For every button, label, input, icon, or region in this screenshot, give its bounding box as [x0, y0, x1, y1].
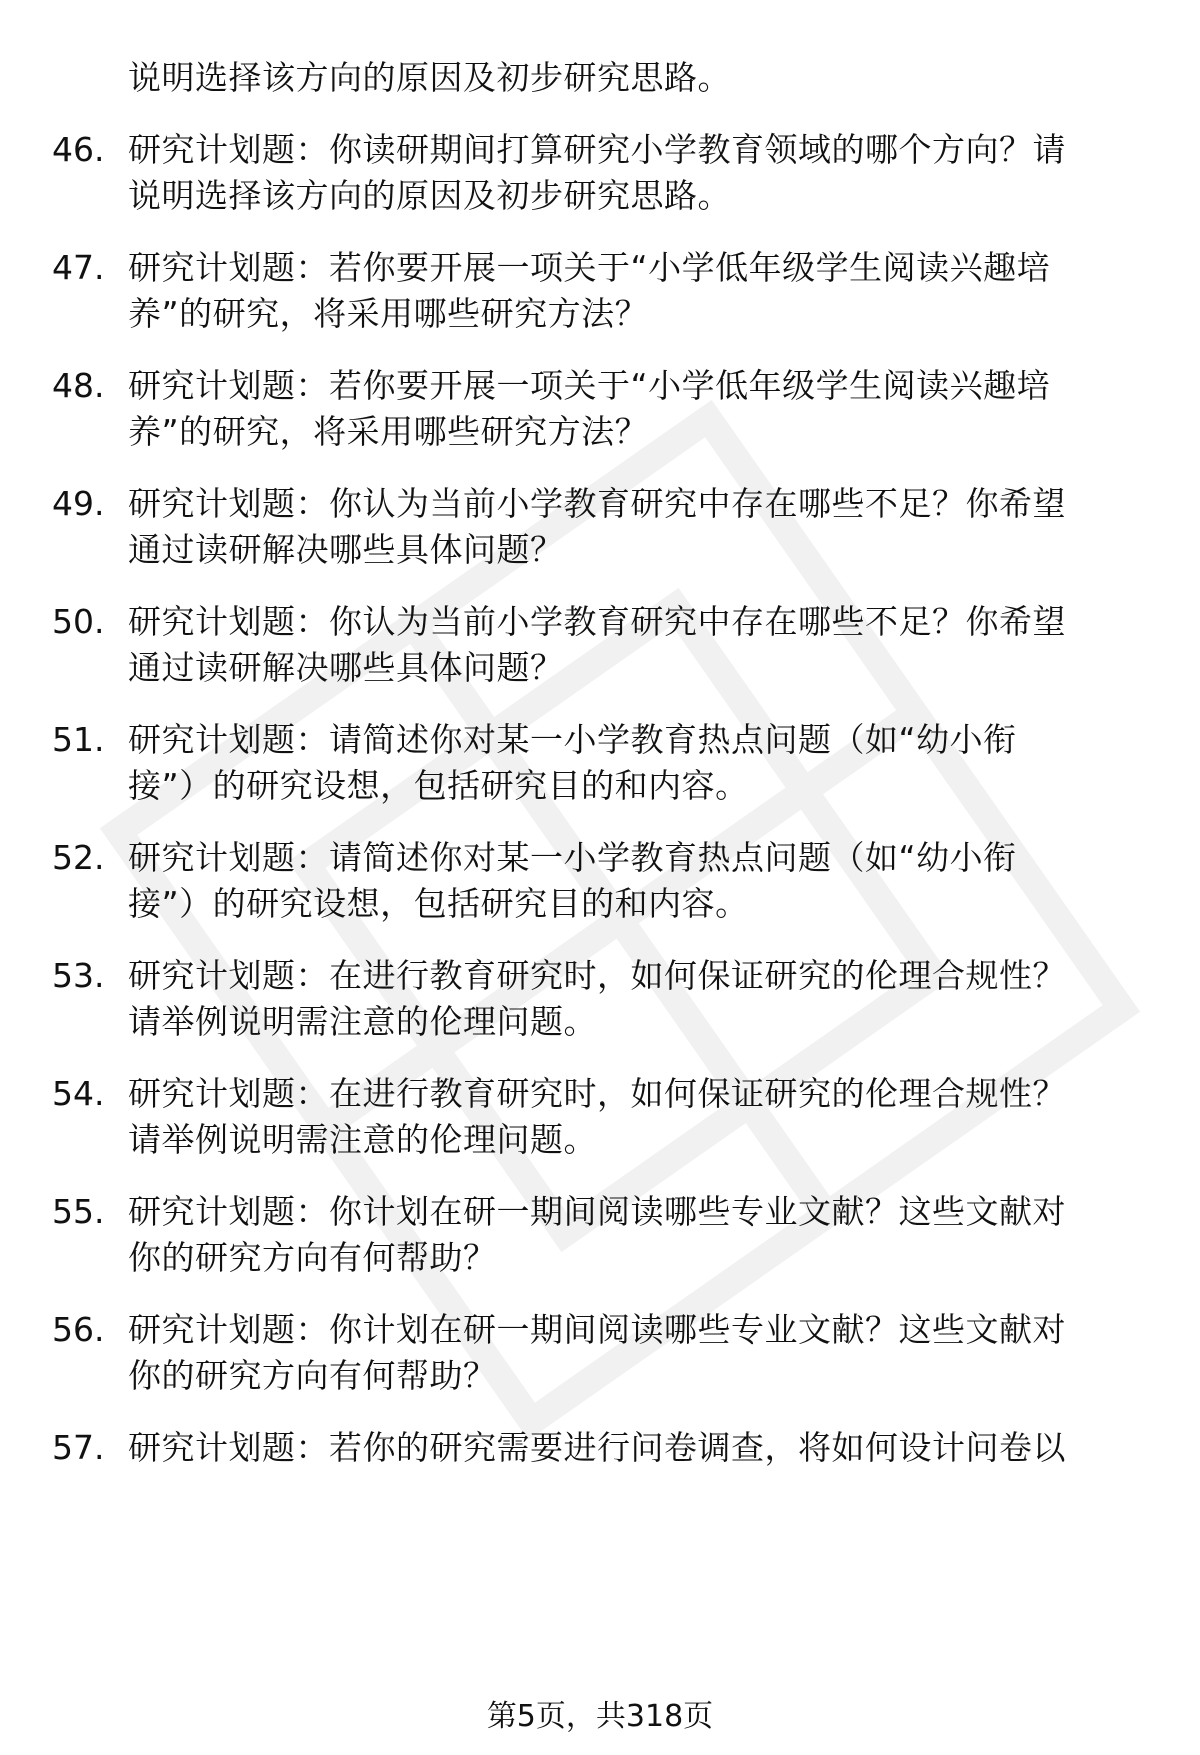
item-text-line: 请举例说明需注意的伦理问题。	[128, 1120, 597, 1159]
item-text-line: 请举例说明需注意的伦理问题。	[128, 1002, 597, 1041]
item-text-line: 研究计划题：在进行教育研究时，如何保证研究的伦理合规性？	[128, 956, 1066, 995]
item-number: 53.	[52, 956, 105, 995]
item-text-line: 你的研究方向有何帮助？	[128, 1356, 497, 1395]
item-text-line: 养”的研究，将采用哪些研究方法？	[128, 412, 649, 451]
item-text-line: 通过读研解决哪些具体问题？	[128, 530, 564, 569]
item-number: 54.	[52, 1074, 105, 1113]
item-number: 56.	[52, 1310, 105, 1349]
item-number: 48.	[52, 366, 105, 405]
item-text-line: 接”）的研究设想，包括研究目的和内容。	[128, 884, 749, 923]
page-footer: 第5页，共318页	[486, 1699, 714, 1734]
item-number: 50.	[52, 602, 105, 641]
item-number: 49.	[52, 484, 105, 523]
item-number: 55.	[52, 1192, 105, 1231]
item-number: 46.	[52, 130, 105, 169]
item-text-line: 接”）的研究设想，包括研究目的和内容。	[128, 766, 749, 805]
item-text-line: 研究计划题：你计划在研一期间阅读哪些专业文献？这些文献对	[128, 1310, 1066, 1349]
item-text-line: 研究计划题：请简述你对某一小学教育热点问题（如“幼小衔	[128, 720, 1017, 759]
item-number: 57.	[52, 1428, 105, 1467]
item-text-line: 研究计划题：你计划在研一期间阅读哪些专业文献？这些文献对	[128, 1192, 1066, 1231]
item-text-line: 研究计划题：若你要开展一项关于“小学低年级学生阅读兴趣培	[128, 248, 1051, 287]
item-text-line: 说明选择该方向的原因及初步研究思路。	[128, 58, 731, 97]
item-text-line: 研究计划题：若你要开展一项关于“小学低年级学生阅读兴趣培	[128, 366, 1051, 405]
item-text-line: 研究计划题：你读研期间打算研究小学教育领域的哪个方向？请	[128, 130, 1066, 169]
item-text-line: 说明选择该方向的原因及初步研究思路。	[128, 176, 731, 215]
item-text-line: 研究计划题：你认为当前小学教育研究中存在哪些不足？你希望	[128, 484, 1066, 523]
item-text-line: 研究计划题：在进行教育研究时，如何保证研究的伦理合规性？	[128, 1074, 1066, 1113]
item-number: 47.	[52, 248, 105, 287]
item-text-line: 养”的研究，将采用哪些研究方法？	[128, 294, 649, 333]
item-number: 52.	[52, 838, 105, 877]
item-text-line: 研究计划题：若你的研究需要进行问卷调查，将如何设计问卷以	[128, 1428, 1066, 1467]
item-text-line: 研究计划题：请简述你对某一小学教育热点问题（如“幼小衔	[128, 838, 1017, 877]
item-text-line: 研究计划题：你认为当前小学教育研究中存在哪些不足？你希望	[128, 602, 1066, 641]
item-number: 51.	[52, 720, 105, 759]
item-text-line: 通过读研解决哪些具体问题？	[128, 648, 564, 687]
item-text-line: 你的研究方向有何帮助？	[128, 1238, 497, 1277]
